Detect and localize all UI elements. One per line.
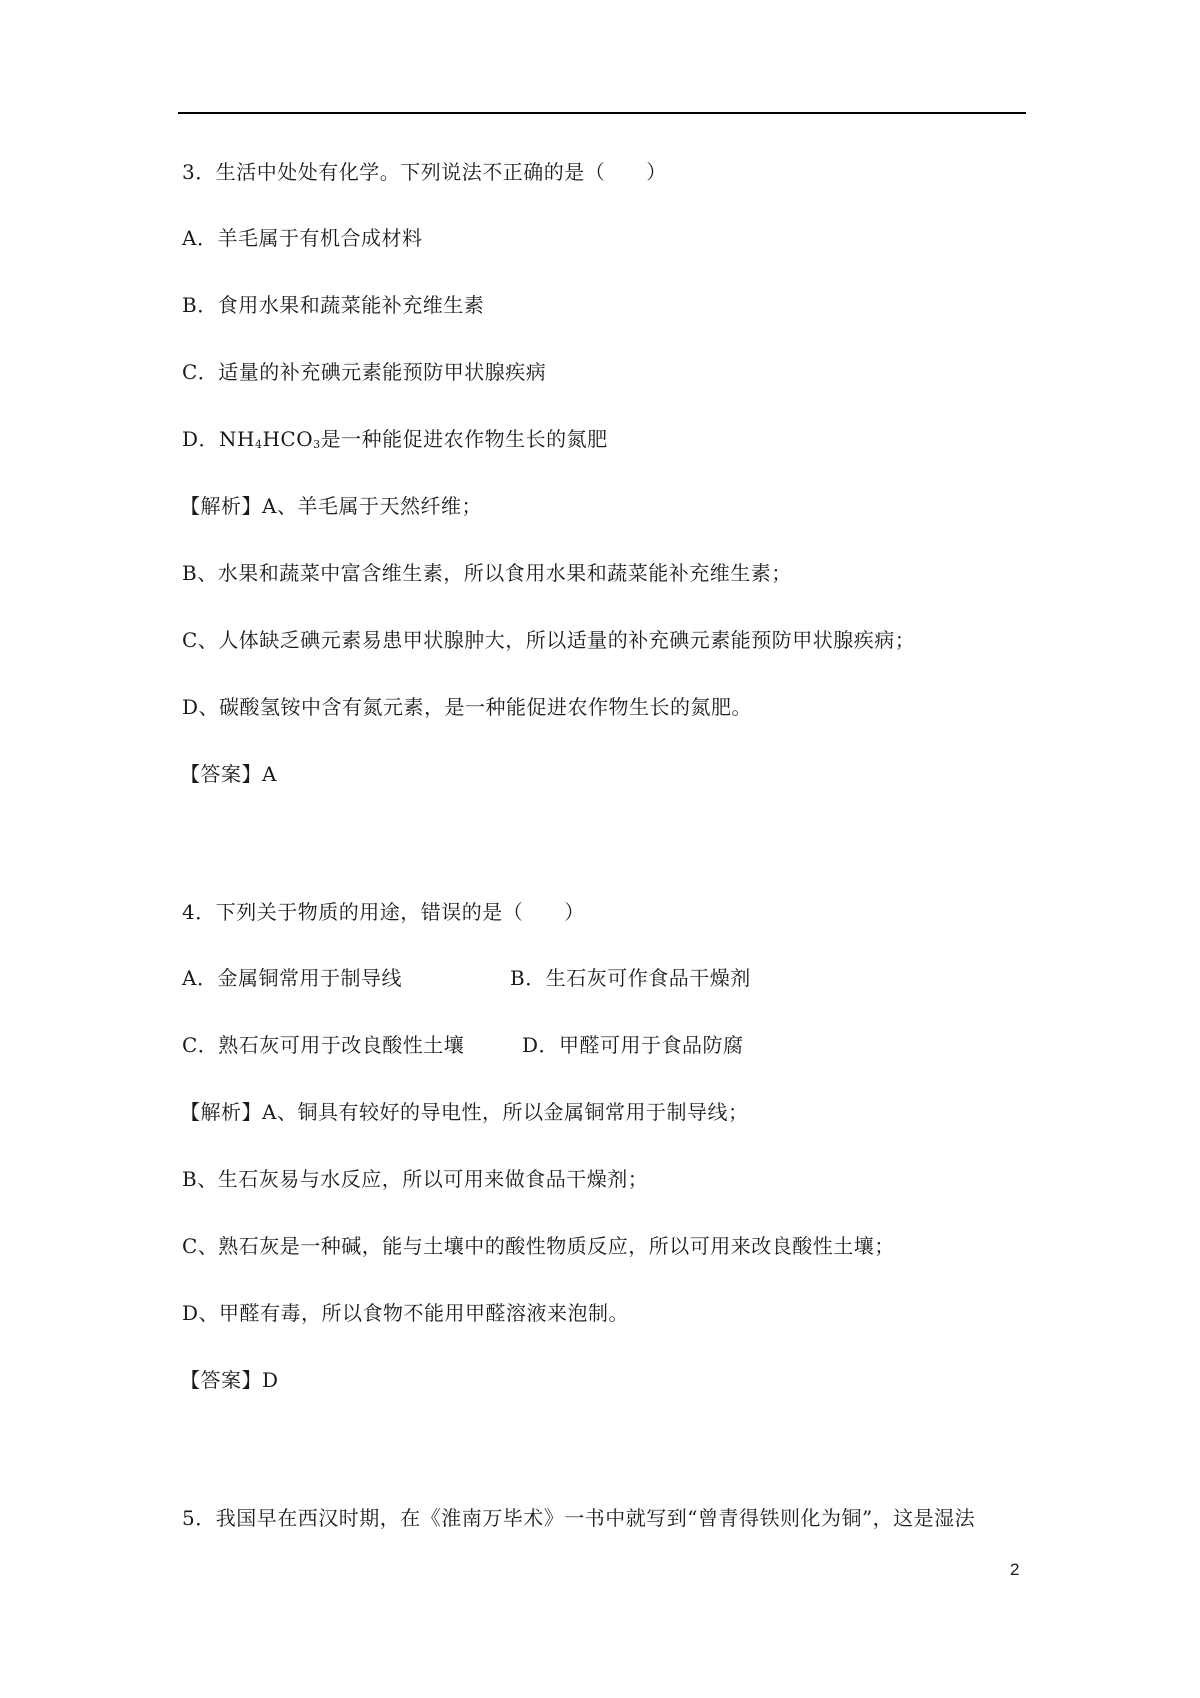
q5-stem: 5．我国早在西汉时期，在《淮南万毕术》一书中就写到“曾青得铁则化为铜”，这是湿法 (182, 1506, 976, 1530)
q3-answer: 【答案】A (180, 762, 277, 786)
q3-option-d-mid: HCO (262, 427, 314, 451)
q4-option-b: B．生石灰可作食品干燥剂 (510, 966, 751, 990)
q3-analysis-a: 【解析】A、羊毛属于天然纤维； (180, 494, 482, 518)
q3-analysis-d: D、碳酸氢铵中含有氮元素，是一种能促进农作物生长的氮肥。 (182, 695, 753, 719)
q3-option-a: A．羊毛属于有机合成材料 (182, 226, 423, 250)
q4-option-c: C．熟石灰可用于改良酸性土壤 (182, 1033, 465, 1057)
header-rule (178, 112, 1026, 114)
q3-analysis-b: B、水果和蔬菜中富含维生素，所以食用水果和蔬菜能补充维生素； (182, 561, 792, 585)
q3-option-d-sub2: 3 (313, 438, 321, 451)
q4-analysis-c: C、熟石灰是一种碱，能与土壤中的酸性物质反应，所以可用来改良酸性土壤； (182, 1234, 895, 1258)
q4-stem: 4．下列关于物质的用途，错误的是（ ） (182, 900, 585, 924)
q4-answer: 【答案】D (180, 1368, 279, 1392)
q4-analysis-d: D、甲醛有毒，所以食物不能用甲醛溶液来泡制。 (182, 1301, 630, 1325)
q3-analysis-c: C、人体缺乏碘元素易患甲状腺肿大，所以适量的补充碘元素能预防甲状腺疾病； (182, 628, 916, 652)
q3-option-d-prefix: D．NH (182, 427, 255, 451)
q4-option-a: A．金属铜常用于制导线 (182, 966, 402, 990)
page-number: 2 (1010, 1560, 1020, 1579)
q4-analysis-b: B、生石灰易与水反应，所以可用来做食品干燥剂； (182, 1167, 649, 1191)
q3-stem: 3．生活中处处有化学。下列说法不正确的是（ ） (182, 160, 667, 184)
q3-option-d (182, 425, 608, 459)
q3-option-d-suffix: 是一种能促进农作物生长的氮肥 (320, 427, 608, 451)
q3-option-d-sub1: 4 (254, 438, 263, 451)
q3-option-b: B．食用水果和蔬菜能补充维生素 (182, 293, 485, 317)
q3-option-c: C．适量的补充碘元素能预防甲状腺疾病 (182, 360, 547, 384)
q4-analysis-a: 【解析】A、铜具有较好的导电性，所以金属铜常用于制导线； (180, 1100, 749, 1124)
q4-option-d: D．甲醛可用于食品防腐 (522, 1033, 744, 1057)
